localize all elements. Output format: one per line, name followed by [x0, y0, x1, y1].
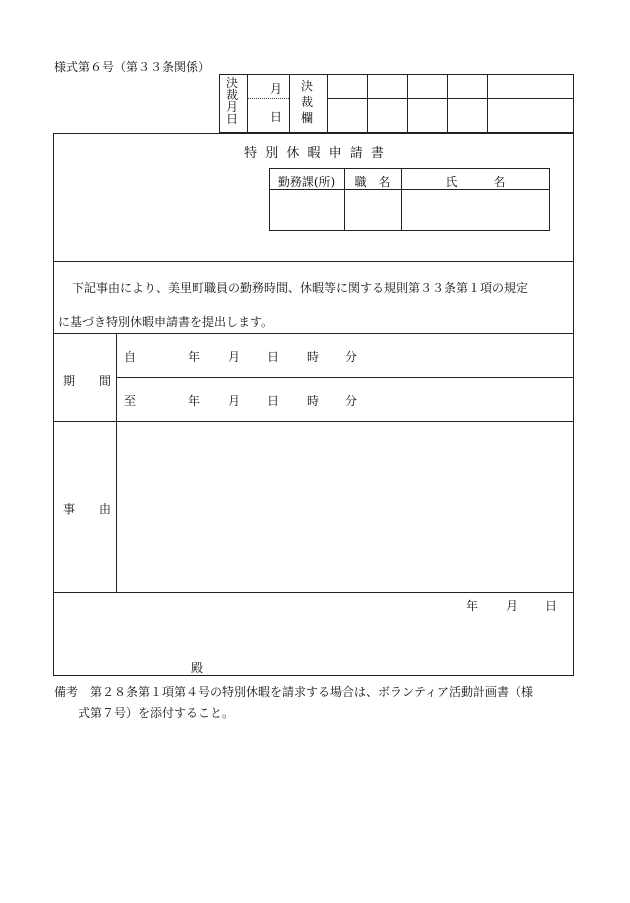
- addressee-suffix: 殿: [191, 661, 204, 675]
- remarks-line-2: 式第７号）を添付すること。: [78, 706, 235, 720]
- reason-field[interactable]: [118, 423, 572, 590]
- approval-date-label: 決 裁 月 日: [225, 76, 238, 126]
- name-header: 氏 名: [445, 175, 506, 189]
- department-header: 勤務課(所): [277, 175, 336, 189]
- approval-stamp-cell[interactable]: [408, 75, 446, 97]
- submit-date-day: 日: [545, 599, 558, 613]
- job-title-field[interactable]: [345, 190, 400, 230]
- job-title-header: 職 名: [354, 175, 391, 189]
- submit-date-year: 年: [466, 599, 479, 613]
- approval-stamp-cell[interactable]: [328, 75, 366, 97]
- department-field[interactable]: [270, 190, 343, 230]
- approval-stamp-cell[interactable]: [448, 75, 486, 97]
- approval-stamp-cell[interactable]: [368, 75, 406, 97]
- statement-line-1: 下記事由により、美里町職員の勤務時間、休暇等に関する規則第３３条第１項の規定: [72, 281, 529, 295]
- name-field[interactable]: [402, 190, 549, 230]
- submit-date-month: 月: [506, 599, 519, 613]
- statement-line-2: に基づき特別休暇申請書を提出します。: [58, 315, 274, 329]
- approval-day-label: 日: [270, 110, 283, 124]
- form-number: 様式第６号（第３３条関係）: [54, 60, 211, 74]
- page-title: 特 別 休 暇 申 請 書: [244, 146, 386, 161]
- reason-label: 事 由: [63, 502, 112, 516]
- approval-field-label: 決 裁 欄: [300, 79, 313, 125]
- approval-month-label: 月: [270, 82, 283, 96]
- remarks-line-1: 備考 第２８条第１項第４号の特別休暇を請求する場合は、ボランティア活動計画書（様: [54, 685, 534, 699]
- approval-stamp-cell[interactable]: [488, 75, 573, 97]
- period-label: 期 間: [63, 374, 112, 388]
